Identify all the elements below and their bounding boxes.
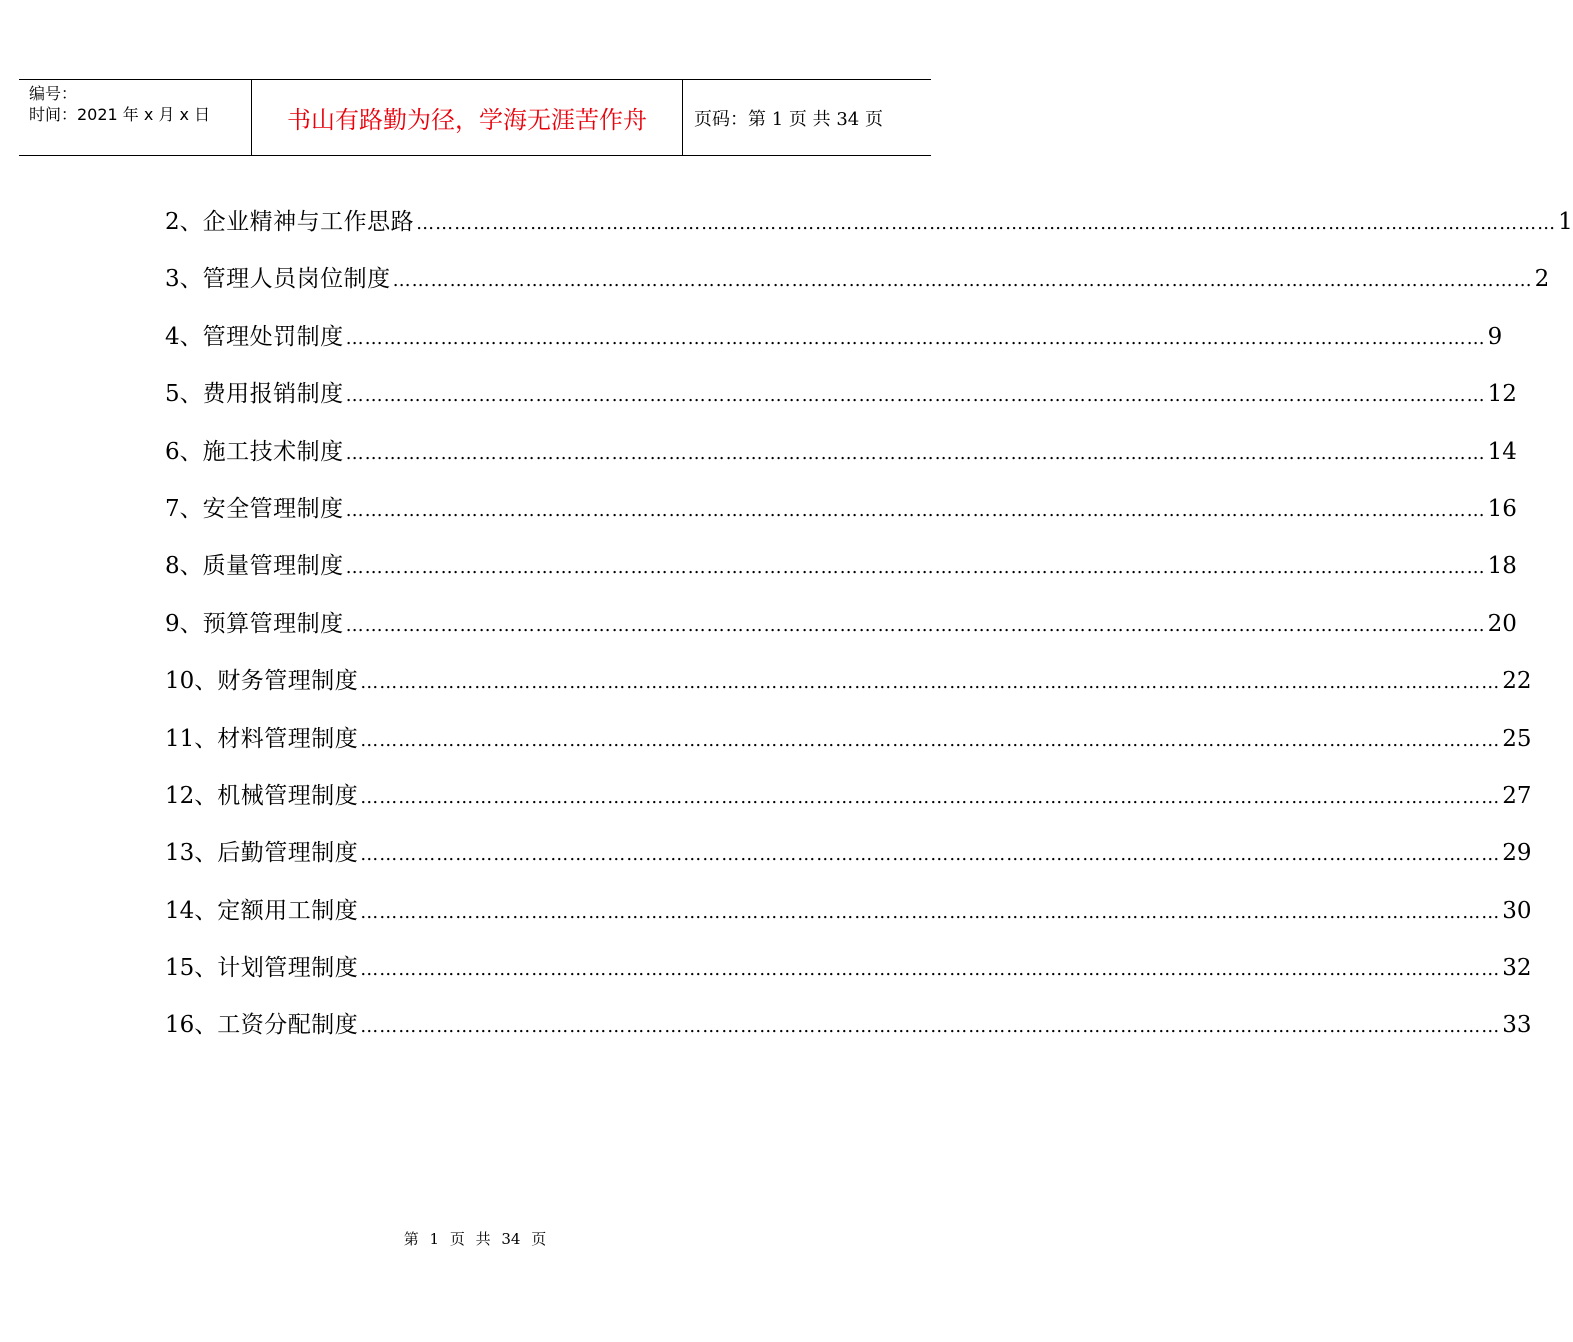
toc-entry-number: 4、: [165, 323, 203, 350]
toc-entry-page: 22: [1502, 668, 1532, 695]
toc-dot-leader: ………………………………………………………………………………………………………………………………………………………………: [360, 1016, 1501, 1038]
toc-entry-title: 预算管理制度: [202, 610, 344, 637]
toc-entry-title: 质量管理制度: [202, 553, 344, 580]
table-of-contents: [165, 202, 1573, 1063]
toc-entry-title: 管理人员岗位制度: [202, 266, 391, 293]
toc-entry-title: 管理处罚制度: [202, 323, 344, 350]
toc-entry-title: 安全管理制度: [202, 495, 344, 522]
toc-entry-number: 13、: [165, 840, 218, 867]
toc-entry-page: 29: [1502, 840, 1532, 867]
toc-entry-page: 9: [1487, 323, 1503, 350]
toc-entry-title: 费用报销制度: [202, 381, 344, 408]
toc-dot-leader: ………………………………………………………………………………………………………………………………………………………………: [345, 327, 1486, 349]
toc-dot-leader: ………………………………………………………………………………………………………………………………………………………………: [360, 959, 1501, 981]
toc-entry-number: 11、: [165, 725, 218, 752]
toc-entry[interactable]: [165, 776, 1532, 833]
toc-dot-leader: ………………………………………………………………………………………………………………………………………………………………: [345, 614, 1486, 636]
toc-entry[interactable]: [165, 259, 1550, 316]
toc-dot-leader: ………………………………………………………………………………………………………………………………………………………………: [345, 557, 1486, 579]
toc-dot-leader: ………………………………………………………………………………………………………………………………………………………………: [345, 385, 1486, 407]
toc-entry[interactable]: [165, 202, 1573, 259]
toc-entry-page: 14: [1487, 438, 1517, 465]
toc-entry-number: 3、: [165, 266, 203, 293]
toc-entry[interactable]: [165, 489, 1517, 546]
toc-entry-number: 15、: [165, 955, 218, 982]
toc-entry[interactable]: [165, 374, 1517, 431]
toc-entry-number: 14、: [165, 897, 218, 924]
toc-dot-leader: ………………………………………………………………………………………………………………………………………………………………: [360, 672, 1501, 694]
toc-entry-number: 9、: [165, 610, 203, 637]
toc-entry[interactable]: [165, 546, 1517, 603]
header-divider-right: [682, 80, 683, 155]
toc-entry-number: 2、: [165, 209, 203, 235]
toc-entry[interactable]: [165, 833, 1532, 890]
toc-entry-page: 20: [1487, 610, 1517, 637]
toc-entry[interactable]: [165, 604, 1517, 661]
header-meta: [29, 83, 210, 125]
toc-entry-title: 定额用工制度: [217, 897, 359, 924]
toc-entry-title: 计划管理制度: [217, 955, 359, 982]
toc-dot-leader: ………………………………………………………………………………………………………………………………………………………………: [345, 499, 1486, 521]
toc-dot-leader: ………………………………………………………………………………………………………………………………………………………………: [416, 213, 1557, 234]
toc-entry-number: 16、: [165, 1012, 218, 1039]
toc-entry-page: 2: [1534, 266, 1550, 293]
toc-entry-page: 25: [1502, 725, 1532, 752]
toc-entry-page: 27: [1502, 782, 1532, 809]
toc-dot-leader: ………………………………………………………………………………………………………………………………………………………………: [360, 901, 1501, 923]
toc-entry-title: 后勤管理制度: [217, 840, 359, 867]
toc-entry-title: 工资分配制度: [217, 1012, 359, 1039]
toc-dot-leader: ………………………………………………………………………………………………………………………………………………………………: [360, 786, 1501, 808]
toc-entry-page: 18: [1487, 553, 1517, 580]
toc-entry[interactable]: [165, 891, 1532, 948]
toc-entry[interactable]: [165, 432, 1517, 489]
toc-entry-number: 6、: [165, 438, 203, 465]
header-motto: 书山有路勤为径，学海无涯苦作舟: [287, 106, 647, 134]
toc-entry[interactable]: [165, 719, 1532, 776]
toc-entry-title: 施工技术制度: [202, 438, 344, 465]
toc-entry[interactable]: [165, 1005, 1532, 1062]
toc-entry-title: 企业精神与工作思路: [202, 209, 415, 235]
header-page-info: 页码：第 1 页 共 34 页: [694, 108, 883, 130]
toc-entry-title: 财务管理制度: [217, 668, 359, 695]
toc-entry-number: 7、: [165, 495, 203, 522]
toc-entry-title: 材料管理制度: [217, 725, 359, 752]
toc-entry-page: 12: [1487, 381, 1517, 408]
toc-dot-leader: ………………………………………………………………………………………………………………………………………………………………: [360, 844, 1501, 866]
page-footer: 第 1 页 共 34 页: [403, 1230, 547, 1248]
toc-entry-page: 33: [1502, 1012, 1532, 1039]
toc-dot-leader: ………………………………………………………………………………………………………………………………………………………………: [392, 270, 1533, 292]
toc-entry[interactable]: [165, 317, 1503, 374]
toc-entry-number: 5、: [165, 381, 203, 408]
page-header: [19, 79, 931, 156]
toc-entry-number: 12、: [165, 782, 218, 809]
toc-entry-number: 8、: [165, 553, 203, 580]
toc-dot-leader: ………………………………………………………………………………………………………………………………………………………………: [345, 442, 1486, 464]
toc-entry-number: 10、: [165, 668, 218, 695]
toc-entry[interactable]: [165, 948, 1532, 1005]
document-date: 时间：2021 年 x 月 x 日: [29, 105, 211, 124]
toc-entry-page: 32: [1502, 955, 1532, 982]
toc-entry-page: 30: [1502, 897, 1532, 924]
toc-entry-page: 1: [1558, 209, 1573, 235]
toc-entry-page: 16: [1487, 495, 1517, 522]
toc-entry[interactable]: [165, 661, 1532, 718]
document-number-label: 编号：: [29, 84, 78, 103]
toc-dot-leader: ………………………………………………………………………………………………………………………………………………………………: [360, 729, 1501, 751]
toc-entry-title: 机械管理制度: [217, 782, 359, 809]
